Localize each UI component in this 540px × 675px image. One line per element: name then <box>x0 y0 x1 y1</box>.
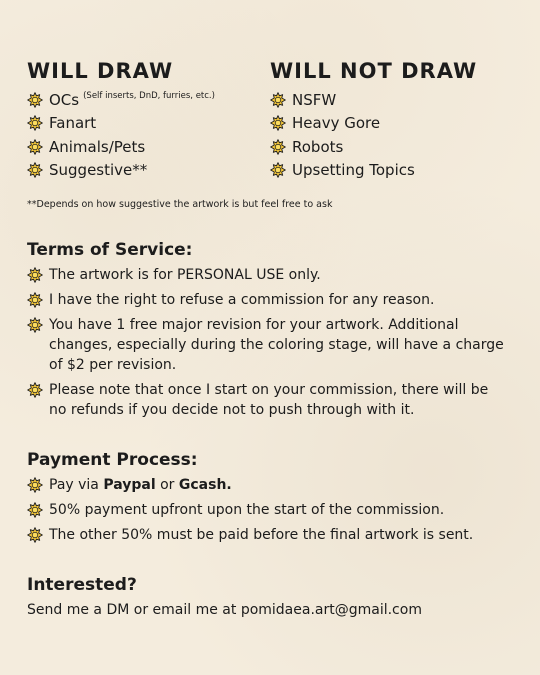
item-label: Fanart <box>49 114 97 133</box>
item-label: Upsetting Topics <box>292 161 415 180</box>
list-item <box>27 525 507 545</box>
sun-icon <box>27 139 43 155</box>
terms-list <box>27 265 507 420</box>
list-item <box>27 265 507 285</box>
sun-icon <box>27 292 43 308</box>
payment-list <box>27 475 507 545</box>
list-item <box>27 112 267 136</box>
sun-icon <box>270 139 286 155</box>
list-item <box>270 88 510 112</box>
sun-icon <box>270 115 286 131</box>
term-text: You have 1 free major revision for your artwork. Additional changes, especially during the coloring stage, will have a charge of $2 per revision. <box>49 317 504 373</box>
payment-text: 50% payment upfront upon the start of the commission. <box>49 502 445 518</box>
item-label: Heavy Gore <box>292 114 381 133</box>
list-item <box>270 159 510 183</box>
item-label: Animals/Pets <box>49 137 146 156</box>
sun-icon <box>27 527 43 543</box>
will-not-draw-column <box>270 58 510 182</box>
contact-text: Send me a DM or email me at <box>27 602 241 618</box>
list-item <box>27 135 267 159</box>
sun-icon <box>27 502 43 518</box>
will-not-draw-title: WILL NOT DRAW <box>270 59 478 83</box>
term-text: The artwork is for PERSONAL USE only. <box>49 267 321 283</box>
sun-icon <box>27 317 43 333</box>
draw-columns <box>27 58 517 193</box>
sun-icon <box>270 162 286 178</box>
item-label: Suggestive** <box>49 161 148 180</box>
list-item <box>270 112 510 136</box>
list-item <box>27 88 267 112</box>
sun-icon <box>270 92 286 108</box>
will-draw-column <box>27 58 267 182</box>
sun-icon <box>27 382 43 398</box>
pay-or: or <box>155 477 179 493</box>
list-item <box>27 290 507 310</box>
item-sublabel: (Self inserts, DnD, furries, etc.) <box>83 90 215 101</box>
item-label: NSFW <box>292 90 337 109</box>
item-label: Robots <box>292 137 344 156</box>
term-text: Please note that once I start on your commission, there will be no refunds if you decide not to push through with it. <box>49 382 489 418</box>
gcash-label: Gcash. <box>178 477 232 493</box>
pay-prefix: Pay via <box>49 477 104 493</box>
suggestive-footnote: **Depends on how suggestive the artwork is but feel free to ask <box>27 199 333 210</box>
term-text: I have the right to refuse a commission for any reason. <box>49 292 435 308</box>
paypal-label: Paypal <box>103 477 156 493</box>
list-item <box>270 135 510 159</box>
will-draw-list <box>27 88 267 182</box>
terms-of-service <box>27 239 507 425</box>
list-item <box>27 159 267 183</box>
contact-line <box>27 600 507 620</box>
sun-icon <box>27 92 43 108</box>
list-item <box>27 475 507 495</box>
terms-title: Terms of Service: <box>27 240 193 260</box>
sun-icon <box>27 115 43 131</box>
payment-process <box>27 449 507 550</box>
payment-text: The other 50% must be paid before the final artwork is sent. <box>49 527 474 543</box>
will-draw-title: WILL DRAW <box>27 59 174 83</box>
email-address[interactable]: pomidaea.art@gmail.com <box>240 602 422 618</box>
sun-icon <box>27 162 43 178</box>
contact-section <box>27 574 507 620</box>
will-not-draw-list <box>270 88 510 182</box>
payment-method-text <box>49 475 507 495</box>
payment-title: Payment Process: <box>27 450 198 470</box>
item-label: OCs <box>49 90 80 109</box>
sun-icon <box>27 477 43 493</box>
sun-icon <box>27 267 43 283</box>
list-item <box>27 315 507 375</box>
contact-title: Interested? <box>27 575 137 595</box>
list-item <box>27 500 507 520</box>
list-item <box>27 380 507 420</box>
